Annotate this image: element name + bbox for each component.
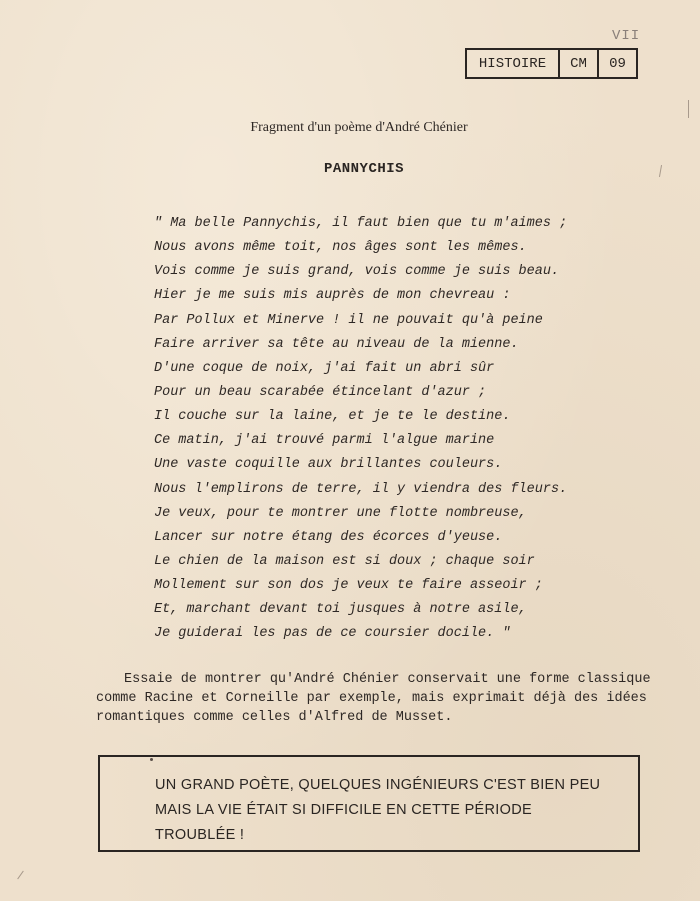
conclusion-line: MAIS LA VIE ÉTAIT SI DIFFICILE EN CETTE PÉRIODE [155, 802, 532, 818]
subject-tag-box [465, 48, 638, 79]
conclusion-line: UN GRAND POÈTE, QUELQUES INGÉNIEURS C'EST BIEN PEU [155, 777, 601, 793]
poem-line: Une vaste coquille aux brillantes couleurs. [154, 457, 503, 473]
poem-line: Par Pollux et Minerve ! il ne pouvait qu'à peine [154, 312, 543, 328]
document-subtitle: Fragment d'un poème d'André Chénier [250, 120, 468, 135]
poem-title: PANNYCHIS [323, 161, 405, 177]
paper-mark [688, 100, 689, 118]
poem-line: Nous l'emplirons de terre, il y viendra des fleurs. [154, 481, 568, 497]
poem-line: Je veux, pour te montrer une flotte nombreuse, [154, 505, 527, 521]
level-tag: CM [560, 50, 599, 77]
poem-line: D'une coque de noix, j'ai fait un abri sûr [154, 360, 495, 376]
subject-tag: HISTOIRE [467, 50, 560, 77]
poem-line: Et, marchant devant toi jusques à notre asile, [154, 602, 527, 618]
conclusion-line: TROUBLÉE ! [155, 827, 245, 843]
poem-line: Il couche sur la laine, et je te le destine. [154, 409, 511, 425]
conclusion-text [155, 773, 600, 848]
poem-line: " Ma belle Pannychis, il faut bien que tu m'aimes ; [154, 216, 568, 231]
poem-line: Je guiderai les pas de ce coursier docile. " [154, 626, 511, 642]
poem-line: Vois comme je suis grand, vois comme je suis beau. [154, 264, 560, 280]
poem-line: Ce matin, j'ai trouvé parmi l'algue marine [154, 433, 495, 449]
poem-line: Pour un beau scarabée étincelant d'azur ; [154, 384, 487, 400]
page-number: VII [612, 28, 641, 44]
instruction-line: Essaie de montrer qu'André Chénier conservait une forme classique [124, 672, 651, 687]
poem-line: Nous avons même toit, nos âges sont les mêmes. [154, 240, 527, 256]
poem-line: Mollement sur son dos je veux te faire asseoir ; [154, 578, 543, 594]
conclusion-box [98, 755, 640, 852]
exercise-instruction [96, 670, 651, 727]
poem-line: Le chien de la maison est si doux ; chaque soir [154, 553, 535, 569]
instruction-line: comme Racine et Corneille par exemple, mais exprimait déjà des idées [96, 691, 647, 706]
poem-line: Faire arriver sa tête au niveau de la mienne. [154, 336, 519, 352]
paper-mark [17, 871, 24, 880]
poem-verses [154, 212, 574, 647]
poem-line: Hier je me suis mis auprès de mon chevreau : [154, 288, 511, 304]
instruction-line: romantiques comme celles d'Alfred de Musset. [96, 710, 453, 725]
sheet-number-tag: 09 [609, 55, 626, 72]
poem-line: Lancer sur notre étang des écorces d'yeuse. [154, 529, 503, 545]
